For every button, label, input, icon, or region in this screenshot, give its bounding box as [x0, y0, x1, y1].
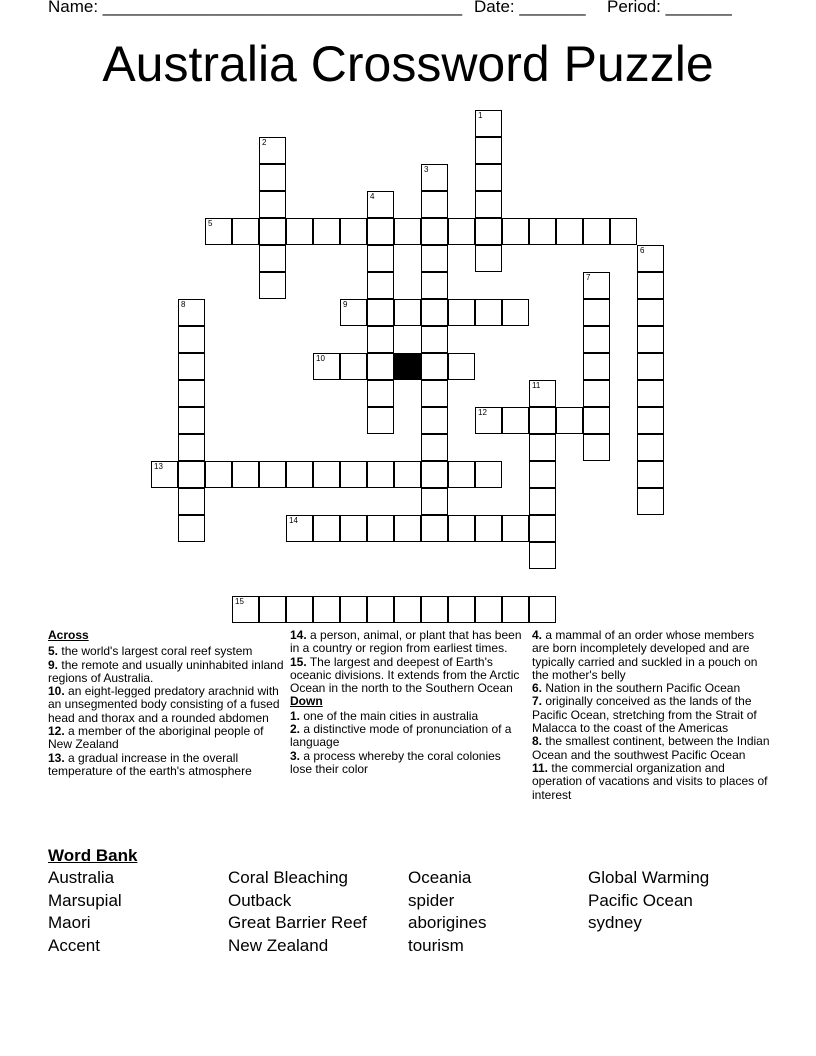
crossword-cell[interactable]: [286, 461, 313, 488]
crossword-cell[interactable]: [286, 218, 313, 245]
date-field[interactable]: Date: _______: [474, 0, 586, 16]
crossword-cell[interactable]: [502, 299, 529, 326]
crossword-cell[interactable]: [529, 596, 556, 623]
crossword-cell[interactable]: [637, 326, 664, 353]
crossword-cell[interactable]: [529, 407, 556, 434]
crossword-cell[interactable]: [232, 461, 259, 488]
clues-column-3: [532, 629, 770, 802]
crossword-cell[interactable]: [502, 218, 529, 245]
clue-number: 1: [478, 111, 483, 120]
crossword-cell[interactable]: [475, 218, 502, 245]
clue-across-15: 15. The largest and deepest of Earth's oceanic divisions. It extends from the Arctic Ocean in the north to the Southern Ocean: [290, 654, 520, 696]
crossword-cell[interactable]: [394, 299, 421, 326]
clue-across-9: 9. the remote and usually uninhabited inland regions of Australia.: [48, 657, 284, 685]
crossword-cell[interactable]: [205, 218, 232, 245]
clue-number: 13: [154, 462, 163, 471]
clue-across-12: 12. a member of the aboriginal people of New Zealand: [48, 724, 264, 752]
crossword-cell[interactable]: [421, 299, 448, 326]
clue-number: 10: [316, 354, 325, 363]
crossword-cell[interactable]: [313, 596, 340, 623]
crossword-cell[interactable]: [367, 299, 394, 326]
crossword-cell[interactable]: [178, 515, 205, 542]
crossword-cell[interactable]: [637, 245, 664, 272]
clue-down-4: 4. a mammal of an order whose members are born incompletely developed and are typically carried and suckled in a pouch on the mother's belly: [532, 628, 758, 682]
crossword-cell[interactable]: [529, 488, 556, 515]
black-square: [394, 353, 421, 380]
clue-number: 14: [289, 516, 298, 525]
crossword-cell[interactable]: [367, 245, 394, 272]
crossword-cell[interactable]: [475, 245, 502, 272]
crossword-cell[interactable]: [367, 596, 394, 623]
crossword-cell[interactable]: [637, 380, 664, 407]
crossword-cell[interactable]: [340, 353, 367, 380]
crossword-cell[interactable]: [367, 461, 394, 488]
crossword-cell[interactable]: [475, 515, 502, 542]
crossword-cell[interactable]: [583, 407, 610, 434]
crossword-cell[interactable]: [259, 164, 286, 191]
crossword-cell[interactable]: [529, 434, 556, 461]
crossword-cell[interactable]: [394, 596, 421, 623]
crossword-cell[interactable]: [259, 245, 286, 272]
crossword-cell[interactable]: [529, 218, 556, 245]
name-field[interactable]: Name: ______________________________________: [48, 0, 463, 16]
crossword-cell[interactable]: [583, 299, 610, 326]
crossword-cell[interactable]: [421, 488, 448, 515]
crossword-cell[interactable]: [529, 380, 556, 407]
crossword-cell[interactable]: [259, 191, 286, 218]
crossword-cell[interactable]: [178, 353, 205, 380]
word-bank-title: Word Bank: [48, 846, 138, 865]
clue-number: 11: [532, 381, 541, 390]
crossword-cell[interactable]: [637, 353, 664, 380]
crossword-cell[interactable]: [421, 191, 448, 218]
word-bank-item: Australia: [48, 868, 115, 887]
crossword-cell[interactable]: [259, 272, 286, 299]
crossword-cell[interactable]: [421, 272, 448, 299]
crossword-cell[interactable]: [475, 299, 502, 326]
crossword-cell[interactable]: [205, 461, 232, 488]
crossword-cell[interactable]: [286, 515, 313, 542]
crossword-cell[interactable]: [637, 488, 664, 515]
crossword-cell[interactable]: [340, 299, 367, 326]
crossword-cell[interactable]: [340, 596, 367, 623]
crossword-cell[interactable]: [178, 461, 205, 488]
crossword-cell[interactable]: [448, 218, 475, 245]
crossword-cell[interactable]: [421, 515, 448, 542]
clue-down-7: 7. originally conceived as the lands of the Pacific Ocean, stretching from the Strait of Malacca to the coast of the Americas: [532, 694, 757, 736]
clue-down-2: 2. a distinctive mode of pronunciation of a language: [290, 722, 512, 750]
crossword-cell[interactable]: [475, 110, 502, 137]
crossword-cell[interactable]: [421, 245, 448, 272]
clue-across-5: 5. the world's largest coral reef system: [48, 644, 253, 659]
crossword-cell[interactable]: [583, 434, 610, 461]
crossword-cell[interactable]: [583, 326, 610, 353]
crossword-cell[interactable]: [583, 272, 610, 299]
clue-down-11: 11. the commercial organization and operation of vacations and visits to places of interest: [532, 760, 768, 802]
crossword-cell[interactable]: [448, 596, 475, 623]
crossword-cell[interactable]: [448, 515, 475, 542]
clues-column-2: [290, 629, 526, 776]
crossword-cell[interactable]: [583, 218, 610, 245]
crossword-cell[interactable]: [421, 326, 448, 353]
crossword-cell[interactable]: [394, 218, 421, 245]
crossword-cell[interactable]: [583, 380, 610, 407]
word-bank-item: Oceania: [408, 868, 472, 887]
crossword-cell[interactable]: [313, 218, 340, 245]
crossword-cell[interactable]: [529, 515, 556, 542]
clue-number: 8: [181, 300, 186, 309]
crossword-cell[interactable]: [556, 218, 583, 245]
crossword-cell[interactable]: [529, 542, 556, 569]
clue-number: 6: [640, 246, 645, 255]
clue-across-13: 13. a gradual increase in the overall temperature of the earth's atmosphere: [48, 750, 252, 778]
crossword-cell[interactable]: [394, 461, 421, 488]
clues-column-1: [48, 629, 284, 778]
clue-down-6: 6. Nation in the southern Pacific Ocean: [532, 681, 741, 696]
clue-number: 3: [424, 165, 429, 174]
crossword-cell[interactable]: [367, 218, 394, 245]
crossword-cell[interactable]: [583, 353, 610, 380]
word-bank-item: Pacific Ocean: [588, 891, 693, 910]
clue-across-10: 10. an eight-legged predatory arachnid with an unsegmented body consisting of a fused head and thorax and a rounded abdomen: [48, 684, 280, 725]
crossword-cell[interactable]: [421, 218, 448, 245]
crossword-cell[interactable]: [340, 461, 367, 488]
crossword-cell[interactable]: [367, 353, 394, 380]
crossword-cell[interactable]: [259, 137, 286, 164]
crossword-cell[interactable]: [448, 461, 475, 488]
crossword-cell[interactable]: [259, 218, 286, 245]
crossword-cell[interactable]: [637, 461, 664, 488]
crossword-cell[interactable]: [475, 191, 502, 218]
crossword-cell[interactable]: [232, 218, 259, 245]
word-bank-item: Great Barrier Reef: [228, 913, 367, 932]
crossword-cell[interactable]: [502, 515, 529, 542]
crossword-cell[interactable]: [178, 326, 205, 353]
crossword-cell[interactable]: [448, 353, 475, 380]
word-bank-item: tourism: [408, 936, 464, 955]
crossword-cell[interactable]: [421, 407, 448, 434]
word-bank-item: Accent: [48, 936, 100, 955]
crossword-cell[interactable]: [178, 488, 205, 515]
crossword-cell[interactable]: [259, 596, 286, 623]
across-heading: Across: [48, 628, 89, 642]
crossword-cell[interactable]: [475, 164, 502, 191]
crossword-cell[interactable]: [421, 164, 448, 191]
crossword-cell[interactable]: [367, 191, 394, 218]
crossword-cell[interactable]: [421, 434, 448, 461]
crossword-cell[interactable]: [313, 515, 340, 542]
crossword-cell[interactable]: [178, 407, 205, 434]
word-bank-item: Global Warming: [588, 868, 710, 887]
crossword-cell[interactable]: [421, 380, 448, 407]
crossword-cell[interactable]: [475, 596, 502, 623]
crossword-cell[interactable]: [178, 299, 205, 326]
crossword-cell[interactable]: [259, 461, 286, 488]
crossword-cell[interactable]: [475, 461, 502, 488]
crossword-cell[interactable]: [151, 461, 178, 488]
word-bank-item: Coral Bleaching: [228, 868, 349, 887]
crossword-cell[interactable]: [610, 218, 637, 245]
period-field[interactable]: Period: _______: [607, 0, 732, 16]
crossword-cell[interactable]: [448, 299, 475, 326]
crossword-cell[interactable]: [475, 407, 502, 434]
page-title: Australia Crossword Puzzle: [102, 36, 714, 92]
crossword-cell[interactable]: [313, 353, 340, 380]
crossword-cell[interactable]: [178, 380, 205, 407]
clue-number: 15: [235, 597, 244, 606]
clue-number: 12: [478, 408, 487, 417]
word-bank-item: Marsupial: [48, 891, 122, 910]
crossword-cell[interactable]: [421, 596, 448, 623]
word-bank-item: Outback: [228, 891, 292, 910]
word-bank-item: aborigines: [408, 913, 487, 932]
crossword-cell[interactable]: [340, 515, 367, 542]
word-bank-item: New Zealand: [228, 936, 329, 955]
crossword-cell[interactable]: [367, 407, 394, 434]
clue-down-3: 3. a process whereby the coral colonies lose their color: [290, 748, 501, 776]
crossword-cell[interactable]: [502, 596, 529, 623]
down-heading: Down: [290, 694, 323, 709]
crossword-cell[interactable]: [556, 407, 583, 434]
crossword-cell[interactable]: [394, 515, 421, 542]
crossword-cell[interactable]: [340, 218, 367, 245]
clue-number: 7: [586, 273, 591, 282]
crossword-cell[interactable]: [367, 380, 394, 407]
crossword-cell[interactable]: [637, 407, 664, 434]
crossword-cell[interactable]: [637, 299, 664, 326]
clue-down-8: 8. the smallest continent, between the Indian Ocean and the southwest Pacific Ocean: [532, 734, 770, 762]
clue-number: 9: [343, 300, 348, 309]
crossword-cell[interactable]: [637, 434, 664, 461]
crossword-cell[interactable]: [529, 461, 556, 488]
crossword-cell[interactable]: [313, 461, 340, 488]
clue-across-14: 14. a person, animal, or plant that has been in a country or region from earliest times.: [290, 628, 522, 656]
crossword-cell[interactable]: [367, 326, 394, 353]
clue-number: 4: [370, 192, 375, 201]
word-bank-item: sydney: [588, 913, 642, 932]
word-bank-item: Maori: [48, 913, 91, 932]
crossword-cell[interactable]: [232, 596, 259, 623]
clue-number: 2: [262, 138, 267, 147]
crossword-cell[interactable]: [286, 596, 313, 623]
crossword-cell[interactable]: [367, 515, 394, 542]
crossword-cell[interactable]: [637, 272, 664, 299]
crossword-cell[interactable]: [421, 353, 448, 380]
crossword-cell[interactable]: [421, 461, 448, 488]
crossword-cell[interactable]: [502, 407, 529, 434]
word-bank-item: spider: [408, 891, 455, 910]
clue-down-1: 1. one of the main cities in australia: [290, 708, 479, 723]
crossword-cell[interactable]: [178, 434, 205, 461]
crossword-cell[interactable]: [475, 137, 502, 164]
crossword-cell[interactable]: [367, 272, 394, 299]
clue-number: 5: [208, 219, 213, 228]
